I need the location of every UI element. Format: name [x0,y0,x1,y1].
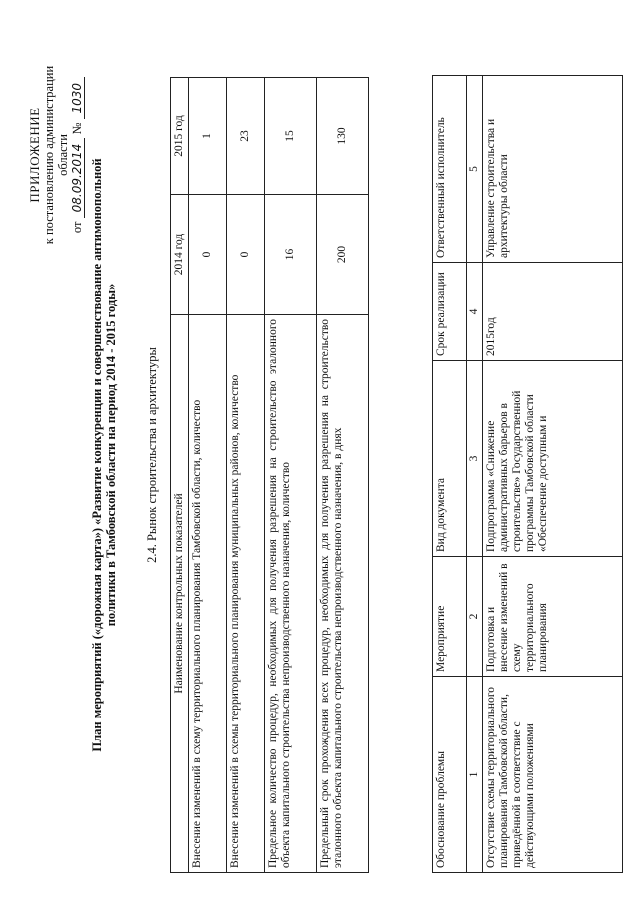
measures-header-document: Вид документа [433,361,467,557]
column-number: 3 [467,361,483,557]
indicators-table [170,77,369,873]
indicator-2014-value: 200 [317,195,369,315]
number-sign: № [70,122,84,135]
measures-header-executor: Ответственный исполнитель [433,76,467,263]
table-row [227,78,265,873]
measures-header-row [433,76,467,873]
measures-table [432,75,623,873]
measures-header-measure: Мероприятие [433,557,467,677]
table-row [189,78,227,873]
appendix-header [28,45,84,265]
from-label: от [70,221,84,234]
indicator-name: Предельное количество процедур, необходимых для получения разрешения на строительство эталонного объекта капитального строительства непроизводственного назначения, количество [265,315,317,873]
measures-header-problem: Обоснование проблемы [433,677,467,873]
column-number: 2 [467,557,483,677]
appendix-date-number-line [70,77,84,233]
indicators-header-2015: 2015 год [171,78,189,195]
handwritten-date: 08.09.2014 [70,138,85,219]
indicators-header-row [171,78,189,873]
column-number: 4 [467,263,483,361]
section-title: 2.4. Рынок строительства и архитектуры [145,347,159,563]
measures-header-term: Срок реализации [433,263,467,361]
indicator-2014-value: 0 [227,195,265,315]
table-row [265,78,317,873]
measure-executor: Управление строительства и архитектуры области [483,76,623,263]
handwritten-number: 1030 [70,77,85,120]
table-row [317,78,369,873]
indicator-2015-value: 23 [227,78,265,195]
indicator-2014-value: 16 [265,195,317,315]
measure-problem: Отсутствие схемы территориального планирования Тамбовской области, приведённой в соответствие с действующими положениями [483,677,623,873]
plan-title [90,105,118,805]
measures-column-numbers-row [467,76,483,873]
plan-title-line-1: План мероприятий («дорожная карта») «Развитие конкуренции и совершенствование антимонопольной [90,158,104,752]
indicator-2014-value: 0 [189,195,227,315]
table-row [483,76,623,873]
indicator-name: Внесение изменений в схему территориального планирования Тамбовской области, количество [189,315,227,873]
indicator-name: Предельный срок прохождения всех процедур, необходимых для получения разрешения на строительство эталонного объекта капитального строительства непроизводственного назначения, в днях [317,315,369,873]
plan-title-line-2: политики в Тамбовской области на период 2014 - 2015 годы» [104,283,118,627]
indicators-header-2014: 2014 год [171,195,189,315]
appendix-resolution-line: к постановлению администрации области [42,65,70,245]
indicator-2015-value: 1 [189,78,227,195]
appendix-title: ПРИЛОЖЕНИЕ [27,107,42,203]
column-number: 5 [467,76,483,263]
measure-document: Подпрограмма «Снижение административных барьеров в строительстве» Государственной программы Тамбовской области «Обеспечение доступным и [483,361,623,557]
indicator-2015-value: 15 [265,78,317,195]
indicators-header-name: Наименование контрольных показателей [171,315,189,873]
indicator-name: Внесение изменений в схемы территориального планирования муниципальных районов, количество [227,315,265,873]
column-number: 1 [467,677,483,873]
indicator-2015-value: 130 [317,78,369,195]
measure-action: Подготовка и внесение изменений в схему территориального планирования [483,557,623,677]
measure-term: 2015год [483,263,623,361]
